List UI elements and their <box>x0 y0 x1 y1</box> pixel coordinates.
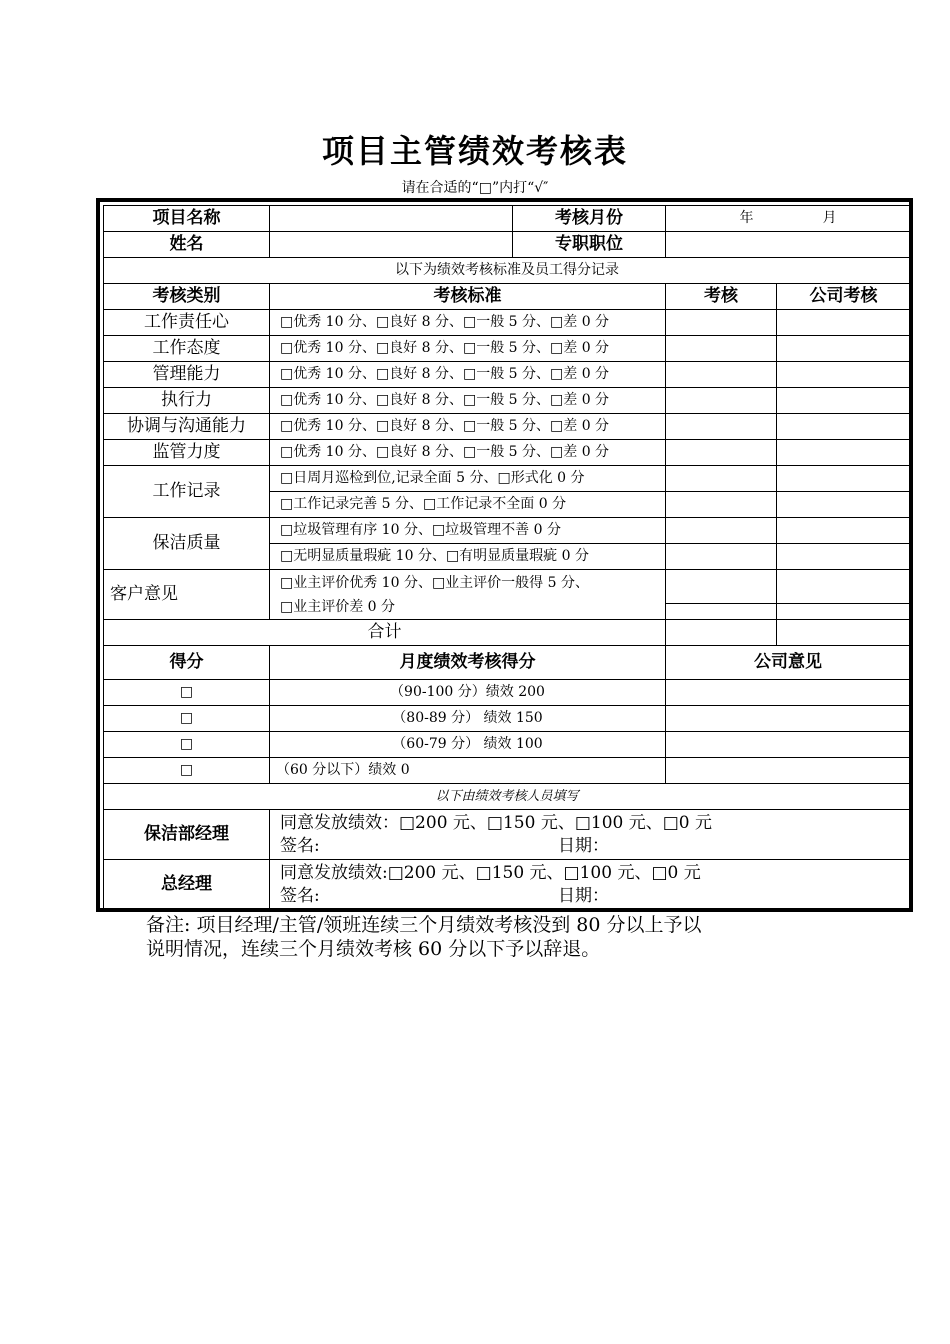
signature-label: 签名: <box>280 835 320 856</box>
item-company-cell[interactable] <box>777 310 911 336</box>
cleaning-company-1[interactable] <box>777 518 911 544</box>
col-assess: 考核 <box>666 284 777 310</box>
item-company-cell[interactable] <box>777 362 911 388</box>
approval-line: 同意发放绩效：□200 元、□150 元、□100 元、□0 元 <box>280 812 713 833</box>
item-category: 工作态度 <box>104 336 270 362</box>
company-opinion-cell[interactable] <box>666 732 911 758</box>
score-checkbox[interactable]: □ <box>104 758 270 784</box>
item-category: 监管力度 <box>104 440 270 466</box>
customer-line2: □业主评价差 0 分 <box>280 598 396 615</box>
customer-assess-cell[interactable] <box>666 570 777 620</box>
table-row <box>104 680 911 706</box>
table-row <box>104 440 911 466</box>
item-standard[interactable]: □优秀 10 分、□良好 8 分、□一般 5 分、□差 0 分 <box>270 388 666 414</box>
item-assess-cell[interactable] <box>666 362 777 388</box>
monthly-score-label: 月度绩效考核得分 <box>270 646 666 680</box>
item-standard[interactable]: □优秀 10 分、□良好 8 分、□一般 5 分、□差 0 分 <box>270 440 666 466</box>
project-name-field[interactable] <box>270 206 513 232</box>
work-record-assess-2[interactable] <box>666 492 777 518</box>
section-note-row <box>104 258 911 284</box>
cleaning-assess-1[interactable] <box>666 518 777 544</box>
year-text: 年 <box>739 210 754 226</box>
cleaning-quality-category: 保洁质量 <box>104 518 270 570</box>
note-line-2: 说明情况，连续三个月绩效考核 60 分以下予以辞退。 <box>146 938 601 960</box>
approval-line: 同意发放绩效:□200 元、□150 元、□100 元、□0 元 <box>280 862 701 883</box>
item-category: 管理能力 <box>104 362 270 388</box>
item-category: 执行力 <box>104 388 270 414</box>
page-title: 项目主管绩效考核表 <box>321 132 628 170</box>
item-company-cell[interactable] <box>777 440 911 466</box>
score-range: （80-89 分） 绩效 150 <box>270 706 666 732</box>
date-label: 日期： <box>558 835 609 856</box>
header-row-project <box>104 206 911 232</box>
approval-role: 保洁部经理 <box>104 810 270 860</box>
item-company-cell[interactable] <box>777 336 911 362</box>
work-record-opt1[interactable]: □日周月巡检到位,记录全面 5 分、□形式化 0 分 <box>270 466 666 492</box>
cleaning-assess-2[interactable] <box>666 544 777 570</box>
header-row-name <box>104 232 911 258</box>
customer-category: 客户意见 <box>104 570 270 620</box>
score-label: 得分 <box>104 646 270 680</box>
project-name-label: 项目名称 <box>104 206 270 232</box>
table-row <box>104 466 911 492</box>
cleaning-quality-opt1[interactable]: □垃圾管理有序 10 分、□垃圾管理不善 0 分 <box>270 518 666 544</box>
table-row <box>104 336 911 362</box>
col-category: 考核类别 <box>104 284 270 310</box>
approval-content[interactable] <box>270 860 911 910</box>
note-line-1: 备注: 项目经理/主管/领班连续三个月绩效考核没到 80 分以上予以 <box>146 914 702 936</box>
month-label: 考核月份 <box>513 206 666 232</box>
form-frame <box>96 198 913 912</box>
approval-row <box>104 810 911 860</box>
total-label: 合计 <box>104 620 666 646</box>
cleaning-company-2[interactable] <box>777 544 911 570</box>
position-field[interactable] <box>666 232 911 258</box>
item-standard[interactable]: □优秀 10 分、□良好 8 分、□一般 5 分、□差 0 分 <box>270 310 666 336</box>
assessment-table <box>103 205 911 910</box>
table-row <box>104 518 911 544</box>
name-label: 姓名 <box>104 232 270 258</box>
company-opinion-cell[interactable] <box>666 680 911 706</box>
item-category: 工作责任心 <box>104 310 270 336</box>
company-opinion-cell[interactable] <box>666 758 911 784</box>
section-note: 以下为绩效考核标准及员工得分记录 <box>104 258 911 284</box>
table-row <box>104 362 911 388</box>
score-range: （60-79 分） 绩效 100 <box>270 732 666 758</box>
signature-label: 签名: <box>280 885 320 906</box>
item-assess-cell[interactable] <box>666 388 777 414</box>
item-standard[interactable]: □优秀 10 分、□良好 8 分、□一般 5 分、□差 0 分 <box>270 336 666 362</box>
fill-note-row <box>104 784 911 810</box>
item-standard[interactable]: □优秀 10 分、□良好 8 分、□一般 5 分、□差 0 分 <box>270 414 666 440</box>
customer-line1: □业主评价优秀 10 分、□业主评价一般得 5 分、 <box>280 574 589 591</box>
item-assess-cell[interactable] <box>666 336 777 362</box>
score-range: （60 分以下）绩效 0 <box>270 758 666 784</box>
month-text: 月 <box>822 210 837 226</box>
item-standard[interactable]: □优秀 10 分、□良好 8 分、□一般 5 分、□差 0 分 <box>270 362 666 388</box>
cleaning-quality-opt2[interactable]: □无明显质量瑕疵 10 分、□有明显质量瑕疵 0 分 <box>270 544 666 570</box>
item-assess-cell[interactable] <box>666 440 777 466</box>
company-opinion-label: 公司意见 <box>666 646 911 680</box>
total-row <box>104 620 911 646</box>
col-company-assess: 公司考核 <box>777 284 911 310</box>
score-range: （90-100 分）绩效 200 <box>270 680 666 706</box>
approval-content[interactable] <box>270 810 911 860</box>
work-record-category: 工作记录 <box>104 466 270 518</box>
table-row <box>104 310 911 336</box>
table-row <box>104 388 911 414</box>
work-record-opt2[interactable]: □工作记录完善 5 分、□工作记录不全面 0 分 <box>270 492 666 518</box>
table-row <box>104 758 911 784</box>
score-checkbox[interactable]: □ <box>104 680 270 706</box>
footer-note <box>146 913 836 961</box>
item-company-cell[interactable] <box>777 414 911 440</box>
instruction-hint: 请在合适的“□”内打“√″ <box>401 180 549 196</box>
customer-options[interactable] <box>270 570 666 620</box>
month-field[interactable] <box>666 206 911 232</box>
date-label: 日期： <box>558 885 609 906</box>
table-row <box>104 570 911 620</box>
item-category: 协调与沟通能力 <box>104 414 270 440</box>
table-row <box>104 414 911 440</box>
table-row <box>104 706 911 732</box>
score-checkbox[interactable]: □ <box>104 732 270 758</box>
score-checkbox[interactable]: □ <box>104 706 270 732</box>
customer-company-cell[interactable] <box>777 570 911 620</box>
score-header-row <box>104 646 911 680</box>
fill-note: 以下由绩效考核人员填写 <box>104 784 911 810</box>
position-label: 专职职位 <box>513 232 666 258</box>
approval-row <box>104 860 911 910</box>
name-field[interactable] <box>270 232 513 258</box>
table-row <box>104 732 911 758</box>
item-assess-cell[interactable] <box>666 310 777 336</box>
work-record-company-2[interactable] <box>777 492 911 518</box>
company-opinion-cell[interactable] <box>666 706 911 732</box>
item-company-cell[interactable] <box>777 388 911 414</box>
total-company-cell[interactable] <box>777 620 911 646</box>
column-header-row <box>104 284 911 310</box>
total-assess-cell[interactable] <box>666 620 777 646</box>
work-record-company-1[interactable] <box>777 466 911 492</box>
col-standard: 考核标准 <box>270 284 666 310</box>
item-assess-cell[interactable] <box>666 414 777 440</box>
work-record-assess-1[interactable] <box>666 466 777 492</box>
approval-role: 总经理 <box>104 860 270 910</box>
